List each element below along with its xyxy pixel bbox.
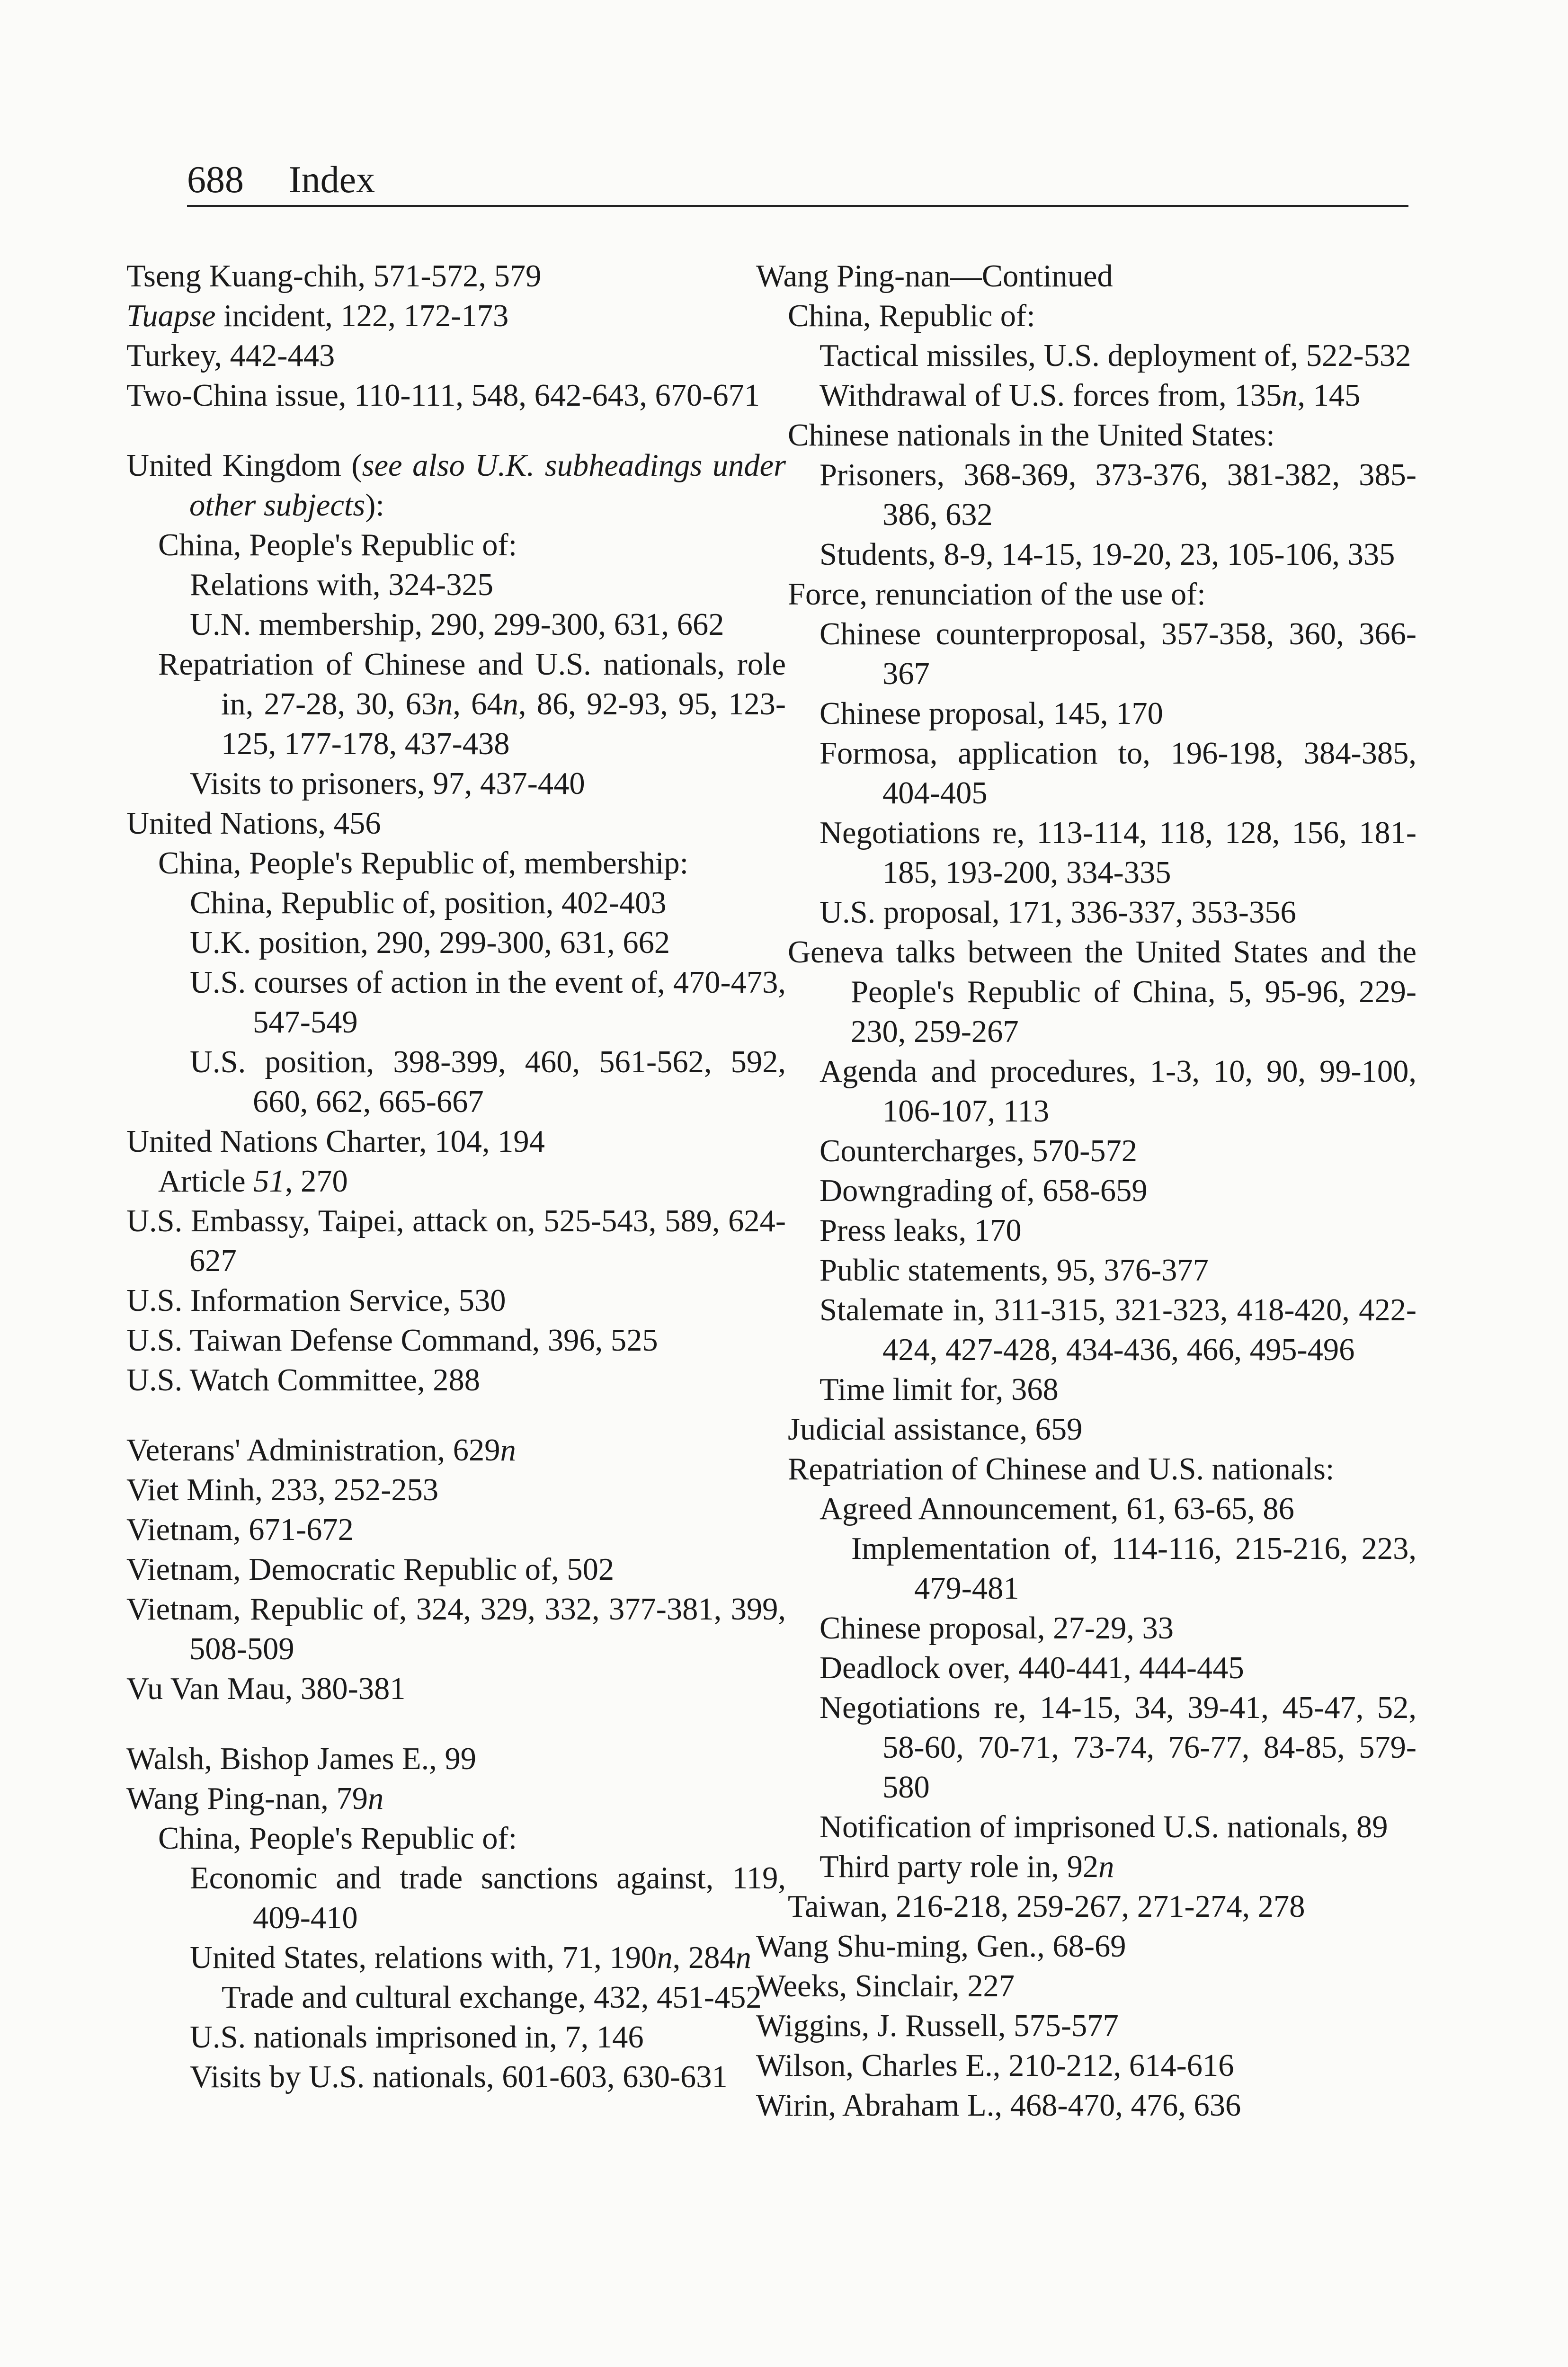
index-entry-text: Repatriation of Chinese and U.S. nationals, role in, 27-28, 30, 63 [158, 647, 786, 721]
index-entry-text: , 64 [453, 687, 503, 721]
index-entry [126, 1779, 786, 1819]
index-entry [126, 963, 786, 1042]
index-entry-text: Agreed Announcement, 61, 63-65, 86 [820, 1492, 1294, 1526]
index-entry [756, 535, 1417, 575]
index-entry-text: Time limit for, 368 [820, 1372, 1059, 1407]
index-entry-text: Two-China issue, 110-111, 548, 642-643, 670-671 [126, 378, 760, 413]
index-entry-text: Article [158, 1164, 254, 1199]
index-entry [126, 1550, 786, 1590]
index-entry-text: Wiggins, J. Russell, 575-577 [756, 2009, 1119, 2043]
index-entry [126, 1859, 786, 1938]
index-entry [126, 923, 786, 963]
index-entry [756, 575, 1417, 614]
index-entry [126, 1938, 786, 1978]
index-entry-text: Stalemate in, 311-315, 321-323, 418-420, 422-424, 427-428, 434-436, 466, 495-496 [820, 1293, 1417, 1367]
index-entry [126, 565, 786, 605]
index-entry-text: Judicial assistance, 659 [788, 1412, 1083, 1447]
index-entry [756, 1290, 1417, 1370]
index-entry-text: Students, 8-9, 14-15, 19-20, 23, 105-106, 335 [820, 537, 1395, 572]
index-entry-text: Chinese proposal, 27-29, 33 [820, 1611, 1174, 1646]
index-entry [126, 1510, 786, 1550]
index-entry-text: Weeks, Sinclair, 227 [756, 1969, 1015, 2003]
index-entry-text: Trade and cultural exchange, 432, 451-452 [222, 1980, 762, 2015]
index-entry-text: Vietnam, Republic of, 324, 329, 332, 377-381, 399, 508-509 [126, 1592, 786, 1666]
index-entry [756, 1489, 1417, 1529]
index-entry [126, 1361, 786, 1400]
page-number: 688 [187, 159, 244, 201]
index-entry-text: China, People's Republic of: [158, 1821, 517, 1856]
index-entry-text: Turkey, 442-443 [126, 338, 335, 373]
index-column-left [126, 257, 791, 2097]
entry-group-gap [189, 416, 791, 446]
index-entry [126, 1819, 786, 1859]
index-entry-text: U.S. proposal, 171, 336-337, 353-356 [820, 895, 1296, 930]
index-entry-text: Chinese proposal, 145, 170 [820, 696, 1163, 731]
index-entry [756, 455, 1417, 535]
index-entry [756, 1609, 1417, 1648]
index-entry-text: Taiwan, 216-218, 259-267, 271-274, 278 [788, 1889, 1305, 1924]
index-entry [756, 376, 1417, 416]
index-entry-text: U.S. position, 398-399, 460, 561-562, 592, 660, 662, 665-667 [190, 1045, 786, 1119]
index-entry [756, 416, 1417, 455]
index-entry-text: Withdrawal of U.S. forces from, 135 [820, 378, 1282, 413]
index-entry-text: Wang Ping-nan—Continued [756, 259, 1113, 294]
index-entry [756, 1529, 1417, 1609]
index-entry-text: Chinese counterproposal, 357-358, 360, 366-367 [820, 617, 1417, 691]
entry-group-gap [189, 1400, 791, 1431]
index-entry-text: Deadlock over, 440-441, 444-445 [820, 1651, 1244, 1685]
index-entry-text: Vietnam, Democratic Republic of, 502 [126, 1552, 615, 1587]
index-entry-text: Vietnam, 671-672 [126, 1513, 354, 1547]
index-entry [756, 1450, 1417, 1489]
index-entry-text: 51 [253, 1164, 285, 1199]
index-entry-text: Formosa, application to, 196-198, 384-385, 404-405 [820, 736, 1417, 810]
index-entry [756, 1370, 1417, 1410]
index-entry-text: Visits by U.S. nationals, 601-603, 630-631 [190, 2060, 728, 2094]
index-entry-text: Economic and trade sanctions against, 119, 409-410 [190, 1861, 786, 1935]
entry-group-gap [189, 1709, 791, 1739]
index-entry [126, 2057, 786, 2097]
index-entry-text: Public statements, 95, 376-377 [820, 1253, 1209, 1288]
index-entry-text: Viet Minh, 233, 252-253 [126, 1473, 439, 1507]
index-entry [756, 1211, 1417, 1251]
index-entry [756, 1927, 1417, 1967]
index-entry [126, 1470, 786, 1510]
index-entry [756, 257, 1417, 296]
index-entry-text: n [657, 1940, 673, 1975]
index-entry-text: Notification of imprisoned U.S. nationals, 89 [820, 1810, 1388, 1844]
index-entry-text: U.S. Embassy, Taipei, attack on, 525-543, 589, 624-627 [126, 1204, 786, 1278]
index-entry [126, 376, 786, 416]
index-entry [756, 694, 1417, 734]
index-entry [126, 257, 786, 296]
index-entry-text: Implementation of, 114-116, 215-216, 223, 479-481 [851, 1531, 1417, 1606]
index-entry-text: Vu Van Mau, 380-381 [126, 1672, 406, 1706]
index-entry [126, 1162, 786, 1201]
index-entry-text: United Nations Charter, 104, 194 [126, 1124, 545, 1159]
index-entry [756, 1251, 1417, 1290]
index-entry [126, 1669, 786, 1709]
index-entry-text: United Nations, 456 [126, 806, 381, 841]
index-entry-text: Prisoners, 368-369, 373-376, 381-382, 385-386, 632 [820, 458, 1417, 532]
index-entry [126, 804, 786, 844]
index-entry [126, 1978, 786, 2018]
index-entry-text: n [500, 1433, 516, 1468]
index-entry [126, 1321, 786, 1361]
index-entry-text: U.K. position, 290, 299-300, 631, 662 [190, 925, 670, 960]
index-entry [126, 645, 786, 764]
index-entry-text: Geneva talks between the United States and the People's Republic of China, 5, 95-96, 229-230, 259-267 [788, 935, 1417, 1049]
index-entry-text: U.S. Information Service, 530 [126, 1283, 506, 1318]
index-entry-text: Repatriation of Chinese and U.S. nationals: [788, 1452, 1335, 1486]
index-entry [126, 1739, 786, 1779]
index-entry-text: n [1098, 1850, 1114, 1884]
index-entry [126, 1201, 786, 1281]
index-entry-text: , 86, 92-93, 95, 123-125, 177-178, 437-438 [221, 687, 786, 761]
index-entry [126, 844, 786, 883]
index-entry-text: Tuapse [126, 299, 216, 333]
index-entry [756, 1410, 1417, 1450]
index-entry [126, 1431, 786, 1470]
index-entry [126, 764, 786, 804]
index-entry-text: Relations with, 324-325 [190, 568, 493, 602]
index-entry-text: Downgrading of, 658-659 [820, 1174, 1148, 1208]
index-entry-text: n [437, 687, 453, 721]
index-entry-text: , 270 [285, 1164, 348, 1199]
index-entry-text: Visits to prisoners, 97, 437-440 [190, 766, 585, 801]
index-entry [756, 1052, 1417, 1131]
index-entry [756, 1887, 1417, 1927]
index-entry-text: , 284 [672, 1940, 736, 1975]
index-entry-text: United Kingdom ( [126, 448, 362, 483]
index-entry-text: Wirin, Abraham L., 468-470, 476, 636 [756, 2088, 1241, 2123]
index-entry-text: see also U.K. subheadings under other subjects [189, 448, 786, 523]
index-entry [126, 296, 786, 336]
index-entry [756, 1688, 1417, 1807]
index-entry [756, 2086, 1417, 2126]
index-entry [756, 1171, 1417, 1211]
index-entry-text: incident, 122, 172-173 [215, 299, 509, 333]
index-entry-text: Agenda and procedures, 1-3, 10, 90, 99-100, 106-107, 113 [820, 1054, 1417, 1129]
index-entry [756, 893, 1417, 933]
index-entry-text: China, Republic of, position, 402-403 [190, 886, 667, 920]
index-entry [126, 883, 786, 923]
index-entry-text: Chinese nationals in the United States: [788, 418, 1275, 453]
index-entry [756, 1648, 1417, 1688]
index-entry-text: China, Republic of: [788, 299, 1035, 333]
index-entry-text: Tactical missiles, U.S. deployment of, 522-532 [820, 338, 1411, 373]
index-entry [756, 1807, 1417, 1847]
index-entry-text: Negotiations re, 113-114, 118, 128, 156, 181-185, 193-200, 334-335 [820, 816, 1417, 890]
index-entry-text: U.S. courses of action in the event of, 470-473, 547-549 [190, 965, 786, 1040]
index-entry [756, 2046, 1417, 2086]
index-entry-text: Negotiations re, 14-15, 34, 39-41, 45-47, 52, 58-60, 70-71, 73-74, 76-77, 84-85, 579-580 [820, 1691, 1417, 1805]
index-entry-text: n [735, 1940, 751, 1975]
index-entry-text: U.N. membership, 290, 299-300, 631, 662 [190, 607, 724, 642]
index-entry-text: , 145 [1297, 378, 1361, 413]
index-entry [126, 1590, 786, 1669]
index-entry [756, 1847, 1417, 1887]
index-entry-text: Wilson, Charles E., 210-212, 614-616 [756, 2048, 1234, 2083]
index-entry-text: Walsh, Bishop James E., 99 [126, 1742, 477, 1776]
index-entry [126, 446, 786, 525]
index-entry-text: n [502, 687, 518, 721]
index-entry-text: China, People's Republic of: [158, 528, 517, 562]
index-column-right [756, 257, 1420, 2126]
index-entry [126, 1281, 786, 1321]
index-entry [756, 614, 1417, 694]
index-entry-text: United States, relations with, 71, 190 [190, 1940, 657, 1975]
index-entry [126, 525, 786, 565]
index-entry-text: Veterans' Administration, 629 [126, 1433, 500, 1468]
index-entry [756, 1967, 1417, 2006]
index-entry-text: U.S. nationals imprisoned in, 7, 146 [190, 2020, 644, 2055]
index-entry-text: Force, renunciation of the use of: [788, 577, 1206, 612]
index-entry [756, 933, 1417, 1052]
index-entry [126, 2018, 786, 2057]
index-entry-text: Countercharges, 570-572 [820, 1134, 1138, 1168]
index-entry-text: Third party role in, 92 [820, 1850, 1099, 1884]
index-entry-text: n [367, 1781, 384, 1816]
page-title: Index [289, 159, 375, 201]
index-entry-text: ): [365, 488, 384, 523]
index-entry-text: Tseng Kuang-chih, 571-572, 579 [126, 259, 542, 294]
page-header [187, 159, 1408, 207]
index-entry [756, 296, 1417, 336]
index-entry-text: n [1282, 378, 1298, 413]
index-entry-text: Press leaks, 170 [820, 1213, 1022, 1248]
index-entry-text: China, People's Republic of, membership: [158, 846, 689, 881]
index-entry [126, 1042, 786, 1122]
index-entry-text: U.S. Taiwan Defense Command, 396, 525 [126, 1323, 658, 1358]
index-entry [756, 2006, 1417, 2046]
index-entry [756, 1131, 1417, 1171]
index-entry [756, 734, 1417, 813]
index-entry-text: U.S. Watch Committee, 288 [126, 1363, 481, 1397]
index-entry [126, 605, 786, 645]
index-entry [126, 336, 786, 376]
index-entry [756, 336, 1417, 376]
index-entry [126, 1122, 786, 1162]
index-entry [756, 813, 1417, 893]
index-entry-text: Wang Ping-nan, 79 [126, 1781, 368, 1816]
index-entry-text: Wang Shu-ming, Gen., 68-69 [756, 1929, 1126, 1964]
